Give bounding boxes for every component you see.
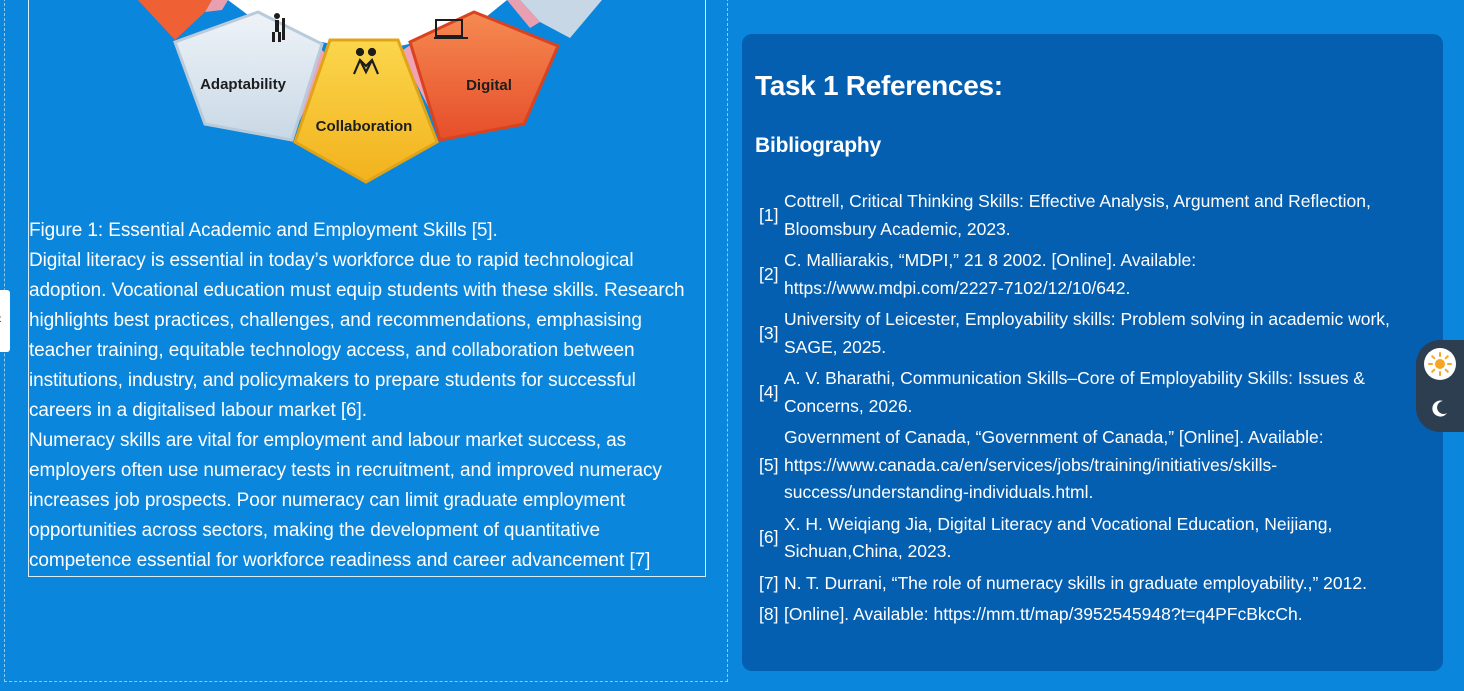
dark-mode-button[interactable] (1424, 392, 1456, 424)
reference-item-8 (755, 601, 1415, 629)
reference-text: Cottrell, Critical Thinking Skills: Effective Analysis, Argument and Reflection, Bloomsbury Academic, 2023. (784, 191, 1371, 239)
reference-text: N. T. Durrani, “The role of numeracy skills in graduate employability.,” 2012. (784, 572, 1367, 593)
figure-caption: Figure 1: Essential Academic and Employment Skills [5]. (29, 220, 498, 241)
paragraph-text: Numeracy skills are vital for employment and labour market success, as employers often use numeracy tests in recruitment, and improved numeracy increases job prospects. Poor numeracy can limit graduate employment opportunities across sectors, making the development of quantitative competence essential for workforce readiness and career advancement [7] (29, 430, 662, 571)
chevron-left-icon (0, 310, 2, 326)
skills-wheel-graphic (130, 0, 610, 195)
theme-toggle[interactable] (1416, 340, 1464, 432)
reference-text: A. V. Bharathi, Communication Skills–Core of Employability Skills: Issues & Concerns, 2026. (784, 368, 1365, 416)
bibliography-heading: Bibliography (755, 134, 881, 157)
reference-item-4 (755, 365, 1415, 420)
sun-icon (1424, 348, 1456, 380)
reference-number: [4] (759, 381, 779, 402)
reference-item-1 (755, 188, 1415, 243)
reference-number: [3] (759, 322, 779, 343)
reference-number: [6] (759, 527, 779, 548)
reference-number: [5] (759, 454, 779, 475)
reference-item-2 (755, 247, 1415, 302)
reference-number: [1] (759, 204, 779, 225)
paragraph-text: Digital literacy is essential in today’s workforce due to rapid technological adoption. Vocational education must equip students with these skills. Research highlights best practices, challenges, and recommendations, emphasising teacher training, equitable technology access, and collaboration between institutions, industry, and policymakers to prepare students for successful careers in a digitalised labour market [6]. (29, 250, 685, 421)
reference-text: X. H. Weiqiang Jia, Digital Literacy and Vocational Education, Neijiang, Sichuan,China, 2023. (784, 513, 1333, 561)
reference-number: [2] (759, 263, 779, 284)
collapse-tab[interactable] (0, 290, 10, 352)
reference-text: C. Malliarakis, “MDPI,” 21 8 2002. [Online]. Available: https://www.mdpi.com/2227-7102/12/10/642. (784, 250, 1197, 298)
reference-item-5 (755, 424, 1415, 507)
reference-number: [7] (759, 572, 779, 593)
reference-number: [8] (759, 604, 779, 624)
reference-item-6 (755, 511, 1415, 566)
reference-item-7 (755, 570, 1415, 598)
paragraph-digital-literacy (29, 246, 699, 426)
reference-text: Government of Canada, “Government of Canada,” [Online]. Available: https://www.canada.ca/en/services/jobs/training/initiatives/skills-success/understanding-individuals.html. (784, 427, 1324, 502)
paragraph-numeracy (29, 426, 699, 576)
digital-label: Digital (466, 77, 512, 94)
references-panel (742, 34, 1443, 671)
reference-text: University of Leicester, Employability skills: Problem solving in academic work, SAGE, 2025. (784, 309, 1390, 357)
collaboration-label: Collaboration (315, 118, 413, 135)
light-mode-button[interactable] (1424, 348, 1456, 380)
digital-shape (410, 12, 558, 140)
reference-text: [Online]. Available: https://mm.tt/map/3952545948?t=q4PFcBkcCh. (784, 604, 1303, 624)
reference-list (755, 188, 1415, 633)
adaptability-label: Adaptability (200, 76, 286, 93)
moon-icon (1424, 392, 1456, 424)
references-title: Task 1 References: (755, 70, 1003, 101)
reference-item-3 (755, 306, 1415, 361)
